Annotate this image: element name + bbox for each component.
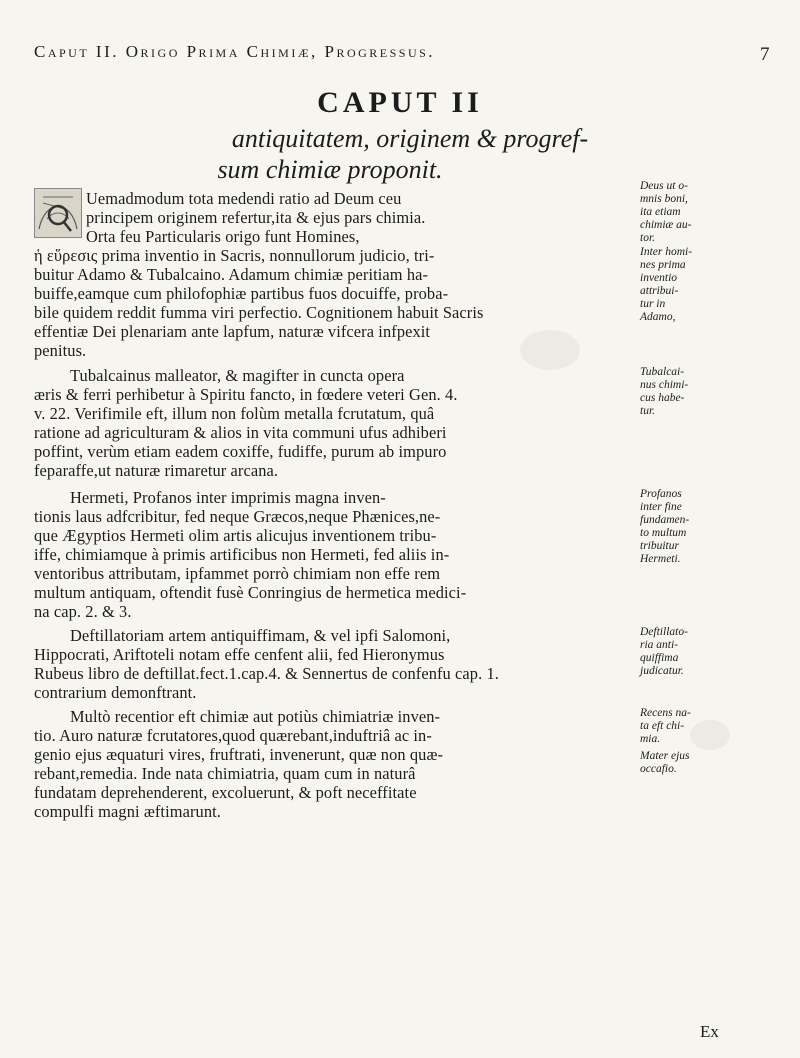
text-line: poffint, verùm etiam eadem coxiffe, fudiffe, purum ab impuro [34, 442, 447, 461]
text-line: ἡ εὕρεσις prima inventio in Sacris, nonnullorum judicio, tri- [34, 246, 435, 265]
running-head [34, 42, 774, 65]
text-line: Uemadmodum tota medendi ratio ad Deum ceu [86, 189, 402, 208]
text-line: Deftillatoriam artem antiquiffimam, & vel ipfi Salomoni, [70, 626, 451, 645]
margin-note-line: fundamen- [640, 514, 690, 526]
chapter-subtitle-line-1: antiquitatem, originem & progref- [231, 124, 589, 153]
text-line: compulfi magni æftimarunt. [34, 802, 221, 821]
text-line: rebant,remedia. Inde nata chimiatria, quam cum in naturâ [34, 764, 416, 783]
text-line: effentiæ Dei plenariam ante lapfum, naturæ vifcera infpexit [34, 322, 431, 341]
margin-note-line: cus habe- [640, 392, 685, 404]
text-line: penitus. [34, 341, 87, 360]
margin-note-line: Mater ejus [640, 750, 690, 762]
margin-note-line: Hermeti. [640, 553, 681, 565]
margin-note-line: inventio [640, 272, 678, 284]
text-line: Rubeus libro de deftillat.fect.1.cap.4. & Sennertus de confenfu cap. 1. [34, 664, 499, 683]
text-line: principem originem refertur,ita & ejus pars chimia. [86, 208, 426, 227]
text-line: Multò recentior eft chimiæ aut potiùs chimiatriæ inven- [70, 707, 441, 726]
text-line: ratione ad agriculturam & alios in vita communi ufus adhiberi [34, 423, 447, 442]
decorated-initial-q [34, 188, 82, 238]
text-line: tio. Auro naturæ fcrutatores,quod quærebant,induftriâ ac in- [34, 726, 432, 745]
margin-note-line: tur in [640, 298, 666, 310]
margin-note-line: occafio. [640, 763, 677, 775]
margin-note-line: tor. [640, 232, 656, 244]
margin-note-line: nes prima [640, 259, 686, 271]
margin-note-line: quiffima [640, 652, 679, 664]
text-line: genio ejus æquaturi vires, fruftrati, invenerunt, quæ non quæ- [34, 745, 444, 764]
margin-note-line: inter fine [640, 501, 682, 513]
text-line: Hippocrati, Ariftoteli notam effe cenfent alii, fed Hieronymus [34, 645, 445, 664]
text-line: iffe, chimiamque à primis artificibus non Hermeti, fed aliis in- [34, 545, 450, 564]
catchword: Ex [700, 1022, 719, 1041]
margin-note-line: judicatur. [640, 665, 684, 677]
running-head-text: Caput II. Origo Prima Chimiæ, Progressus. [34, 42, 436, 61]
margin-note-line: Adamo, [640, 311, 676, 323]
ornament-icon [35, 189, 81, 237]
chapter-title: CAPUT II [317, 86, 483, 119]
text-line: buiffe,eamque cum philofophiæ partibus fuos docuiffe, proba- [34, 284, 449, 303]
margin-note-line: nus chimi- [640, 379, 689, 391]
margin-note-line: ta eft chi- [640, 720, 685, 732]
margin-note-line: Inter homi- [640, 246, 693, 258]
text-line: Hermeti, Profanos inter imprimis magna inven- [70, 488, 386, 507]
margin-note-line: ita etiam [640, 206, 681, 218]
margin-note-line: Profanos [640, 488, 682, 500]
margin-note-line: tribuitur [640, 540, 679, 552]
margin-note-line: Recens na- [640, 707, 691, 719]
text-line: feparaffe,ut naturæ rimaretur arcana. [34, 461, 279, 480]
text-line: Tubalcainus malleator, & magifter in cuncta opera [70, 366, 405, 385]
text-line: contrarium demonftrant. [34, 683, 197, 702]
text-line: fundatam deprehenderent, excoluerunt, & poft neceffitate [34, 783, 417, 802]
margin-note-line: Tubalcai- [640, 366, 685, 378]
margin-note-line: mnis boni, [640, 193, 688, 205]
page-number: 7 [760, 44, 772, 65]
text-line: Orta feu Particularis origo funt Homines, [86, 227, 360, 246]
text-line: ventoribus attributam, ipfammet porrò chimiam non effe rem [34, 564, 441, 583]
text-line: v. 22. Verifimile eft, illum non folùm metalla fcrutatum, quâ [34, 404, 435, 423]
text-line: æris & ferri perhibetur à Spiritu fancto, in fœdere veteri Gen. 4. [34, 385, 458, 404]
margin-note-line: ria anti- [640, 639, 679, 651]
margin-note-line: chimiæ au- [640, 219, 692, 231]
margin-note-line: mia. [640, 733, 661, 745]
chapter-subtitle-line-2: sum chimiæ proponit. [217, 155, 443, 184]
text-line: bile quidem reddit fumma viri perfectio. Cognitionem habuit Sacris [34, 303, 484, 322]
margin-note-line: attribui- [640, 285, 679, 297]
text-line: multum antiquam, oftendit fusè Conringius de hermetica medici- [34, 583, 467, 602]
margin-note-line: Deftillato- [640, 626, 688, 638]
text-line: tionis laus adfcribitur, fed neque Græcos,neque Phænices,ne- [34, 507, 441, 526]
text-line: na cap. 2. & 3. [34, 602, 132, 621]
margin-note-line: Deus ut o- [640, 180, 688, 192]
margin-note-line: to multum [640, 527, 687, 539]
margin-note-line: tur. [640, 405, 656, 417]
text-line: buitur Adamo & Tubalcaino. Adamum chimiæ peritiam ha- [34, 265, 429, 284]
text-line: que Ægyptios Hermeti olim artis alicujus inventionem tribu- [34, 526, 437, 545]
